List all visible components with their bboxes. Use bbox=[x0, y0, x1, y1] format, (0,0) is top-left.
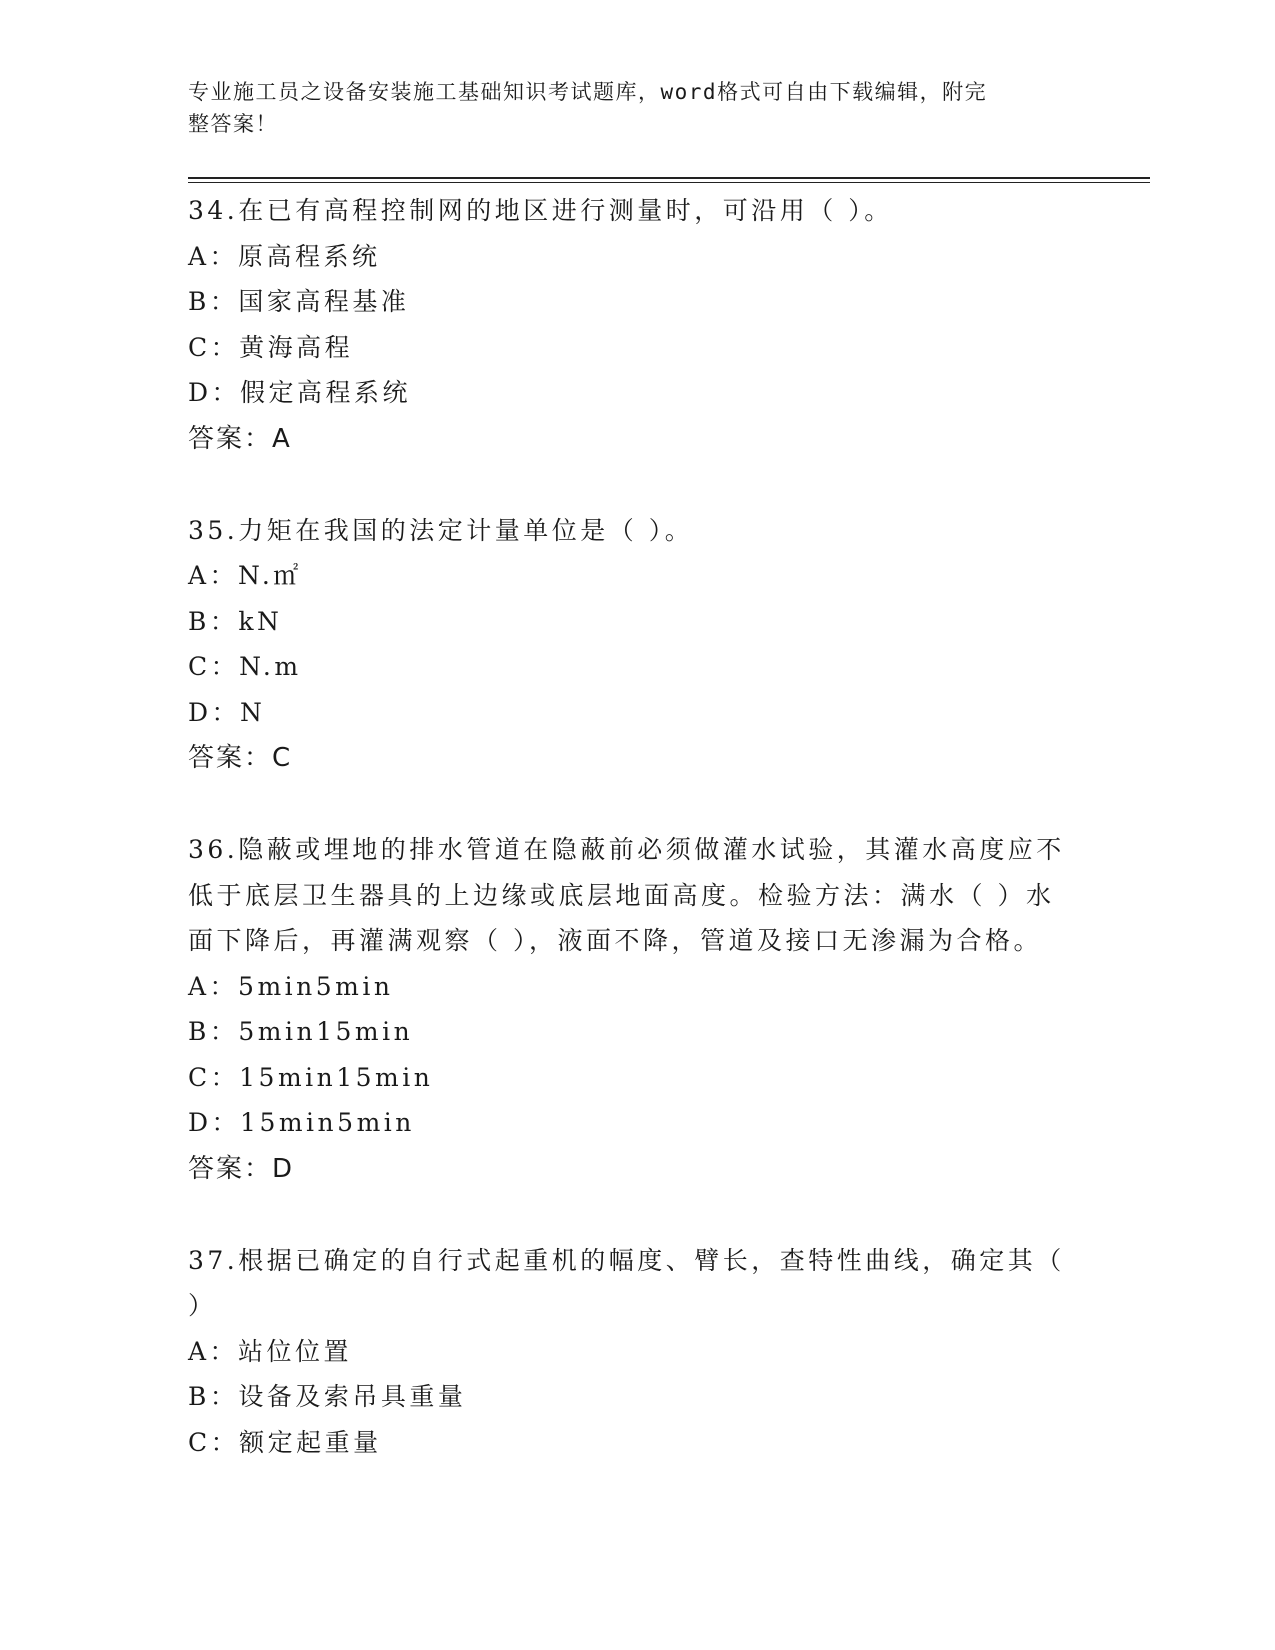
document-header bbox=[188, 76, 1068, 140]
option-b: B：kN bbox=[188, 606, 283, 636]
question-text-line-2: ） bbox=[188, 1291, 217, 1320]
option-b: B：5min15min bbox=[188, 1017, 414, 1046]
question-36 bbox=[188, 827, 1088, 1192]
option-a: A：5min5min bbox=[188, 971, 394, 1001]
question-37 bbox=[188, 1238, 1088, 1466]
option-d: D：15min5min bbox=[188, 1108, 415, 1137]
question-text-line-1: 36.隐蔽或埋地的排水管道在隐蔽前必须做灌水试验，其灌水高度应不 bbox=[188, 835, 1065, 864]
option-c: C：黄海高程 bbox=[188, 332, 354, 362]
option-c: C：N.m bbox=[188, 652, 302, 681]
question-text-line-2: 低于底层卫生器具的上边缘或底层地面高度。检验方法：满水（ ）水 bbox=[188, 880, 1055, 910]
option-d: D：N bbox=[188, 697, 266, 727]
option-d: D：假定高程系统 bbox=[188, 378, 412, 407]
header-line-2: 整答案！ bbox=[188, 112, 278, 136]
question-list bbox=[188, 188, 1088, 1511]
option-c: C：额定起重量 bbox=[188, 1427, 382, 1457]
question-35 bbox=[188, 508, 1088, 782]
option-b: B：国家高程基准 bbox=[188, 287, 410, 316]
option-a: A：站位位置 bbox=[188, 1336, 353, 1366]
question-text-line-3: 面下降后，再灌满观察（ ），液面不降，管道及接口无渗漏为合格。 bbox=[188, 926, 1042, 955]
option-b: B：设备及索吊具重量 bbox=[188, 1382, 467, 1411]
header-rule-thick bbox=[188, 177, 1150, 179]
question-text: 35.力矩在我国的法定计量单位是（ ）。 bbox=[188, 515, 694, 545]
option-c: C：15min15min bbox=[188, 1062, 434, 1092]
option-a: A：原高程系统 bbox=[188, 241, 381, 271]
header-rule-thin bbox=[188, 182, 1150, 183]
question-34 bbox=[188, 188, 1088, 462]
answer: 答案：C bbox=[188, 743, 293, 773]
question-text: 34.在已有高程控制网的地区进行测量时，可沿用（ ）。 bbox=[188, 196, 893, 225]
answer: 答案：A bbox=[188, 423, 292, 454]
header-line-1: 专业施工员之设备安装施工基础知识考试题库，word格式可自由下载编辑，附完 bbox=[188, 80, 988, 104]
option-a: A：N.㎡ bbox=[188, 561, 302, 590]
answer: 答案：D bbox=[188, 1153, 295, 1184]
question-text-line-1: 37.根据已确定的自行式起重机的幅度、臂长，查特性曲线，确定其（ bbox=[188, 1245, 1065, 1275]
